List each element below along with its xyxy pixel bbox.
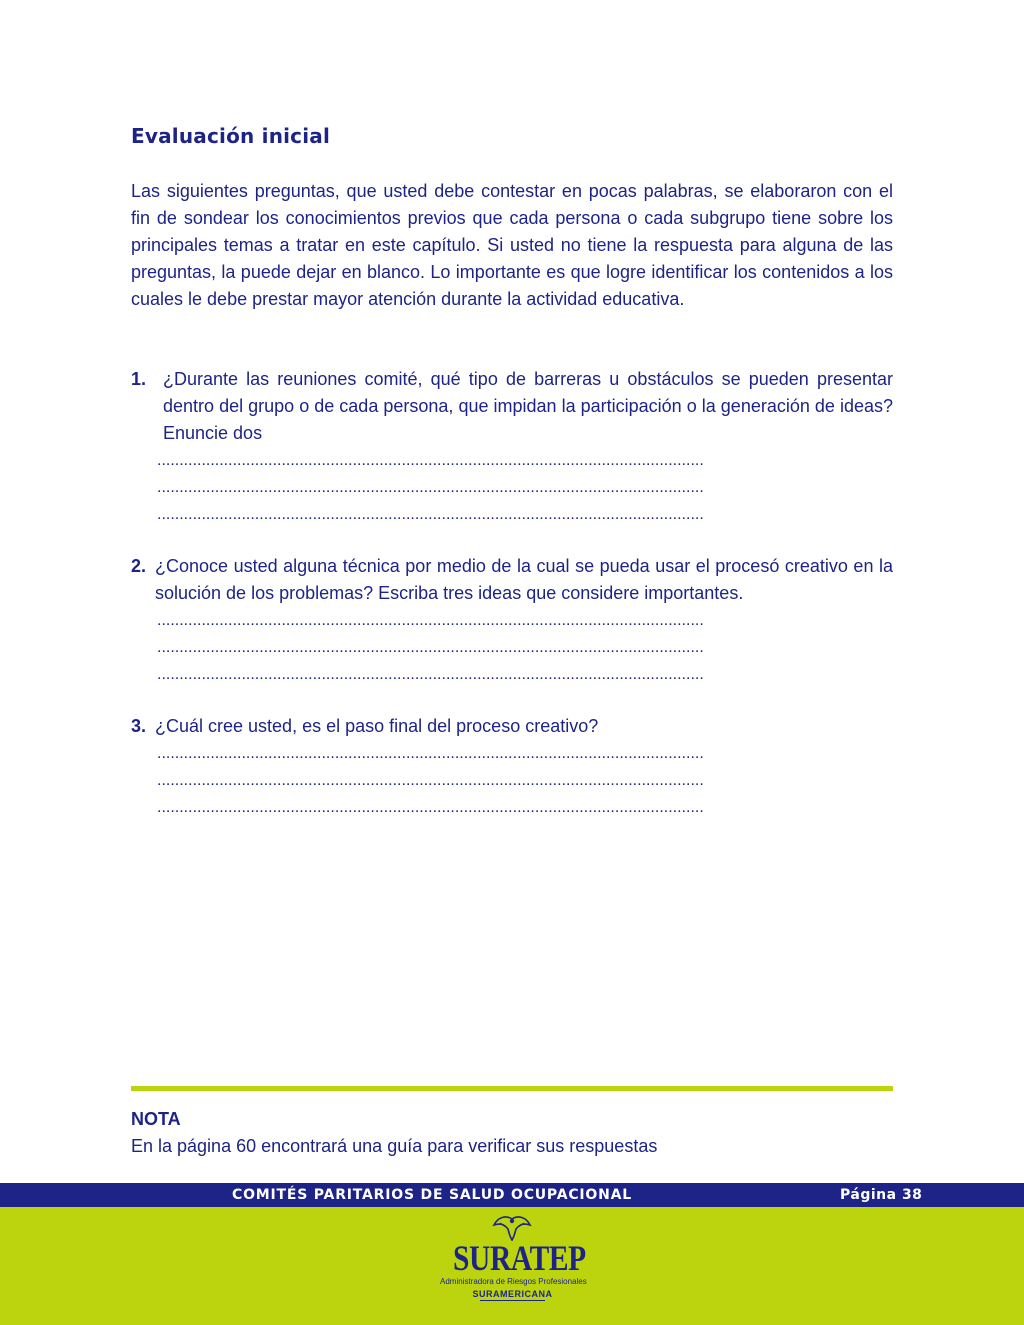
section-title: Evaluación inicial	[131, 124, 331, 148]
answer-line[interactable]: ...........................................................................................................................	[157, 612, 704, 629]
answer-line[interactable]: ...........................................................................................................................	[157, 639, 704, 656]
question-number: 3.	[131, 716, 147, 736]
note-label: NOTA	[131, 1109, 181, 1129]
footer-bar	[0, 1183, 1024, 1207]
footer-title: COMITÉS PARITARIOS DE SALUD OCUPACIONAL	[232, 1187, 633, 1203]
answer-line[interactable]: ...........................................................................................................................	[157, 772, 704, 789]
question-1	[131, 366, 893, 528]
logo-subtitle: Administradora de Riesgos Profesionales	[440, 1277, 587, 1286]
answer-line[interactable]: ...........................................................................................................................	[157, 452, 704, 469]
question-2	[131, 553, 893, 688]
intro-paragraph: Las siguientes preguntas, que usted debe contestar en pocas palabras, se elaboraron con el fin de sondear los conocimientos previos que cada persona o cada subgrupo tiene sobre los principales temas a tratar en este capítulo. Si usted no tiene la respuesta para alguna de las preguntas, la puede dejar en blanco. Lo importante es que logre identificar los contenidos a los cuales le debe prestar mayor atención durante la actividad educativa.	[131, 181, 893, 309]
note-text: En la página 60 encontrará una guía para verificar sus respuestas	[131, 1136, 658, 1156]
logo-wordmark: SURATEP	[453, 1238, 586, 1278]
answer-line[interactable]: ...........................................................................................................................	[157, 799, 704, 816]
page-number: Página 38	[840, 1187, 923, 1203]
answer-line[interactable]: ...........................................................................................................................	[157, 479, 704, 496]
question-number: 2.	[131, 556, 147, 576]
question-text: ¿Conoce usted alguna técnica por medio de la cual se pueda usar el procesó creativo en la solución de los problemas? Escriba tres ideas que considere importantes.	[155, 556, 893, 603]
question-text: ¿Durante las reuniones comité, qué tipo de barreras u obstáculos se pueden presentar dentro del grupo o de cada persona, que impidan la participación o la generación de ideas? Enuncie dos	[163, 369, 893, 443]
answer-line[interactable]: ...........................................................................................................................	[157, 506, 704, 523]
question-text: ¿Cuál cree usted, es el paso final del proceso creativo?	[155, 716, 599, 736]
logo-parent-brand: SURAMERICANA	[472, 1289, 553, 1299]
divider-rule	[131, 1086, 893, 1091]
question-3	[131, 713, 893, 821]
logo-underline	[480, 1300, 545, 1301]
question-number: 1.	[131, 369, 147, 389]
footer-band	[0, 1207, 1024, 1325]
answer-line[interactable]: ...........................................................................................................................	[157, 666, 704, 683]
answer-line[interactable]: ...........................................................................................................................	[157, 745, 704, 762]
suratep-logo	[440, 1215, 585, 1310]
